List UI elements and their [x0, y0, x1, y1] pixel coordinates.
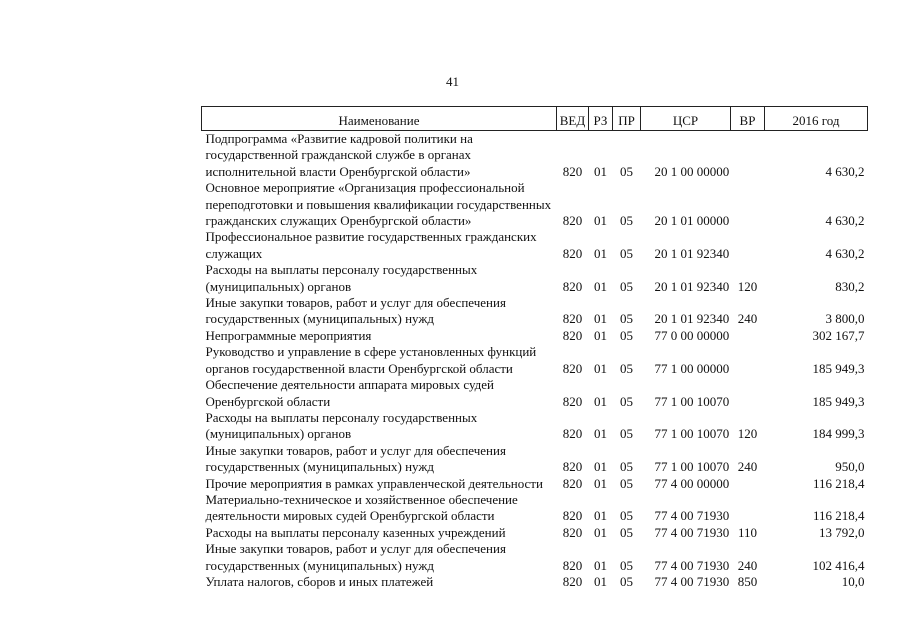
- row-name: [202, 492, 557, 525]
- row-csr: 20 1 01 92340: [654, 245, 730, 261]
- row-amount: 10,0: [841, 573, 865, 589]
- row-csr: 77 4 00 71930: [654, 573, 730, 589]
- table-row: [202, 443, 868, 476]
- row-vr: 120: [737, 278, 758, 294]
- header-vr: ВР: [731, 107, 765, 131]
- row-csr: 77 1 00 10070: [654, 459, 730, 475]
- row-name-line: деятельности мировых судей Оренбургской области: [205, 508, 495, 524]
- row-rz: 01: [594, 327, 607, 343]
- row-amount: 13 792,0: [819, 524, 865, 540]
- row-name: [202, 443, 557, 476]
- row-rz: 01: [594, 557, 607, 573]
- header-rz: РЗ: [589, 107, 613, 131]
- row-ved: 820: [562, 327, 583, 343]
- row-rz: 01: [594, 524, 607, 540]
- row-amount: 830,2: [835, 278, 865, 294]
- row-rz: 01: [594, 311, 607, 327]
- row-name-line: органов государственной власти Оренбургской области: [205, 360, 513, 376]
- row-pr: 05: [620, 311, 633, 327]
- row-vr: 240: [737, 557, 758, 573]
- row-name-line: Расходы на выплаты персоналу государственных: [205, 262, 478, 278]
- row-name-line: Материально-техническое и хозяйственное обеспечение: [205, 491, 518, 507]
- row-amount: 116 218,4: [812, 475, 865, 491]
- row-name-line: Расходы на выплаты персоналу государственных: [205, 409, 478, 425]
- row-name-line: государственных (муниципальных) нужд: [205, 311, 434, 327]
- row-name-line: Оренбургской области: [205, 393, 331, 409]
- row-name-line: Иные закупки товаров, работ и услуг для обеспечения: [205, 442, 506, 458]
- row-name-line: исполнительной власти Оренбургской области»: [205, 163, 471, 179]
- row-vr: [731, 476, 765, 492]
- table-row: [202, 344, 868, 377]
- table-row: [202, 476, 868, 492]
- row-ved: 820: [562, 278, 583, 294]
- row-pr: 05: [620, 573, 633, 589]
- row-vr: [731, 492, 765, 525]
- row-rz: 01: [594, 426, 607, 442]
- row-name-line: гражданских служащих Оренбургской области»: [205, 213, 472, 229]
- row-name: [202, 328, 557, 344]
- row-name-line: Уплата налогов, сборов и иных платежей: [205, 573, 434, 589]
- row-vr: [731, 229, 765, 262]
- row-rz: 01: [594, 393, 607, 409]
- table-row: [202, 131, 868, 181]
- row-amount: 102 416,4: [812, 557, 865, 573]
- row-pr: 05: [620, 426, 633, 442]
- row-rz: 01: [594, 213, 607, 229]
- table-row: [202, 541, 868, 574]
- row-rz: 01: [594, 278, 607, 294]
- row-name-line: государственных (муниципальных) нужд: [205, 557, 434, 573]
- row-name: [202, 262, 557, 295]
- row-name-line: Руководство и управление в сфере установленных функций: [205, 344, 537, 360]
- row-csr: 77 4 00 71930: [654, 508, 730, 524]
- row-vr: [731, 180, 765, 229]
- row-vr: 850: [737, 573, 758, 589]
- row-amount: 4 630,2: [825, 163, 865, 179]
- page-number: 41: [446, 74, 459, 89]
- row-name: [202, 295, 557, 328]
- table-row: [202, 328, 868, 344]
- row-name-line: государственной гражданской службе в органах: [205, 147, 472, 163]
- row-ved: 820: [562, 475, 583, 491]
- row-rz: 01: [594, 163, 607, 179]
- row-name-line: государственных (муниципальных) нужд: [205, 459, 434, 475]
- row-ved: 820: [562, 508, 583, 524]
- row-pr: 05: [620, 393, 633, 409]
- row-pr: 05: [620, 163, 633, 179]
- row-name-line: Прочие мероприятия в рамках управленческой деятельности: [205, 475, 543, 491]
- row-pr: 05: [620, 278, 633, 294]
- table-row: [202, 262, 868, 295]
- row-ved: 820: [562, 245, 583, 261]
- row-name: [202, 525, 557, 541]
- row-ved: 820: [562, 573, 583, 589]
- row-csr: 77 1 00 10070: [654, 393, 730, 409]
- row-name: [202, 344, 557, 377]
- row-pr: 05: [620, 557, 633, 573]
- row-vr: 120: [737, 426, 758, 442]
- row-vr: 110: [737, 524, 758, 540]
- row-vr: [731, 131, 765, 181]
- row-name-line: (муниципальных) органов: [205, 426, 352, 442]
- row-pr: 05: [620, 213, 633, 229]
- row-pr: 05: [620, 327, 633, 343]
- row-csr: 77 0 00 00000: [654, 327, 730, 343]
- row-pr: 05: [620, 475, 633, 491]
- row-vr: [731, 344, 765, 377]
- row-amount: 3 800,0: [825, 311, 865, 327]
- row-vr: [731, 377, 765, 410]
- row-name-line: Непрограммные мероприятия: [205, 327, 372, 343]
- row-amount: 4 630,2: [825, 213, 865, 229]
- row-amount: 302 167,7: [812, 327, 865, 343]
- row-name: [202, 410, 557, 443]
- row-name: [202, 377, 557, 410]
- row-ved: 820: [562, 163, 583, 179]
- row-name: [202, 180, 557, 229]
- row-ved: 820: [562, 557, 583, 573]
- table-row: [202, 180, 868, 229]
- header-pr: ПР: [613, 107, 641, 131]
- table-row: [202, 295, 868, 328]
- table-header-row: [202, 107, 868, 131]
- row-name-line: (муниципальных) органов: [205, 278, 352, 294]
- row-ved: 820: [562, 524, 583, 540]
- row-ved: 820: [562, 311, 583, 327]
- row-amount: 4 630,2: [825, 245, 865, 261]
- row-csr: 20 1 00 00000: [654, 163, 730, 179]
- header-name: Наименование: [202, 107, 557, 131]
- row-amount: 185 949,3: [812, 393, 865, 409]
- row-amount: 950,0: [835, 459, 865, 475]
- row-name-line: Основное мероприятие «Организация профессиональной: [205, 180, 525, 196]
- row-name: [202, 476, 557, 492]
- header-year: 2016 год: [765, 107, 868, 131]
- header-ved: ВЕД: [557, 107, 589, 131]
- row-name: [202, 229, 557, 262]
- row-csr: 77 1 00 00000: [654, 360, 730, 376]
- row-csr: 20 1 01 00000: [654, 213, 730, 229]
- row-name-line: Обеспечение деятельности аппарата мировых судей: [205, 377, 495, 393]
- row-csr: 77 4 00 71930: [654, 524, 730, 540]
- table-row: [202, 574, 868, 590]
- row-amount: 184 999,3: [812, 426, 865, 442]
- row-name-line: Иные закупки товаров, работ и услуг для обеспечения: [205, 541, 506, 557]
- row-amount: 116 218,4: [812, 508, 865, 524]
- row-csr: 20 1 01 92340: [654, 311, 730, 327]
- row-rz: 01: [594, 475, 607, 491]
- row-pr: 05: [620, 459, 633, 475]
- row-rz: 01: [594, 245, 607, 261]
- row-name-line: Профессиональное развитие государственных гражданских: [205, 229, 537, 245]
- row-rz: 01: [594, 573, 607, 589]
- row-ved: 820: [562, 426, 583, 442]
- row-csr: 77 4 00 00000: [654, 475, 730, 491]
- row-csr: 77 1 00 10070: [654, 426, 730, 442]
- table-row: [202, 492, 868, 525]
- row-pr: 05: [620, 360, 633, 376]
- row-name: [202, 131, 557, 181]
- row-name-line: служащих: [205, 245, 263, 261]
- row-rz: 01: [594, 459, 607, 475]
- header-csr: ЦСР: [641, 107, 731, 131]
- row-name-line: Расходы на выплаты персоналу казенных учреждений: [205, 524, 506, 540]
- row-name-line: Подпрограмма «Развитие кадровой политики на: [205, 131, 473, 146]
- row-vr: [731, 328, 765, 344]
- table-body: [202, 131, 868, 591]
- row-vr: 240: [737, 311, 758, 327]
- row-ved: 820: [562, 213, 583, 229]
- row-pr: 05: [620, 508, 633, 524]
- table-row: [202, 229, 868, 262]
- row-name: [202, 574, 557, 590]
- table-row: [202, 525, 868, 541]
- row-amount: 185 949,3: [812, 360, 865, 376]
- row-name-line: Иные закупки товаров, работ и услуг для обеспечения: [205, 295, 506, 311]
- row-name: [202, 541, 557, 574]
- row-pr: 05: [620, 245, 633, 261]
- row-ved: 820: [562, 393, 583, 409]
- row-csr: 20 1 01 92340: [654, 278, 730, 294]
- row-csr: 77 4 00 71930: [654, 557, 730, 573]
- row-name-line: переподготовки и повышения квалификации государственных: [205, 196, 552, 212]
- row-vr: 240: [737, 459, 758, 475]
- table-row: [202, 377, 868, 410]
- budget-table: [201, 106, 868, 590]
- row-ved: 820: [562, 459, 583, 475]
- row-rz: 01: [594, 360, 607, 376]
- row-rz: 01: [594, 508, 607, 524]
- table-row: [202, 410, 868, 443]
- row-pr: 05: [620, 524, 633, 540]
- row-ved: 820: [562, 360, 583, 376]
